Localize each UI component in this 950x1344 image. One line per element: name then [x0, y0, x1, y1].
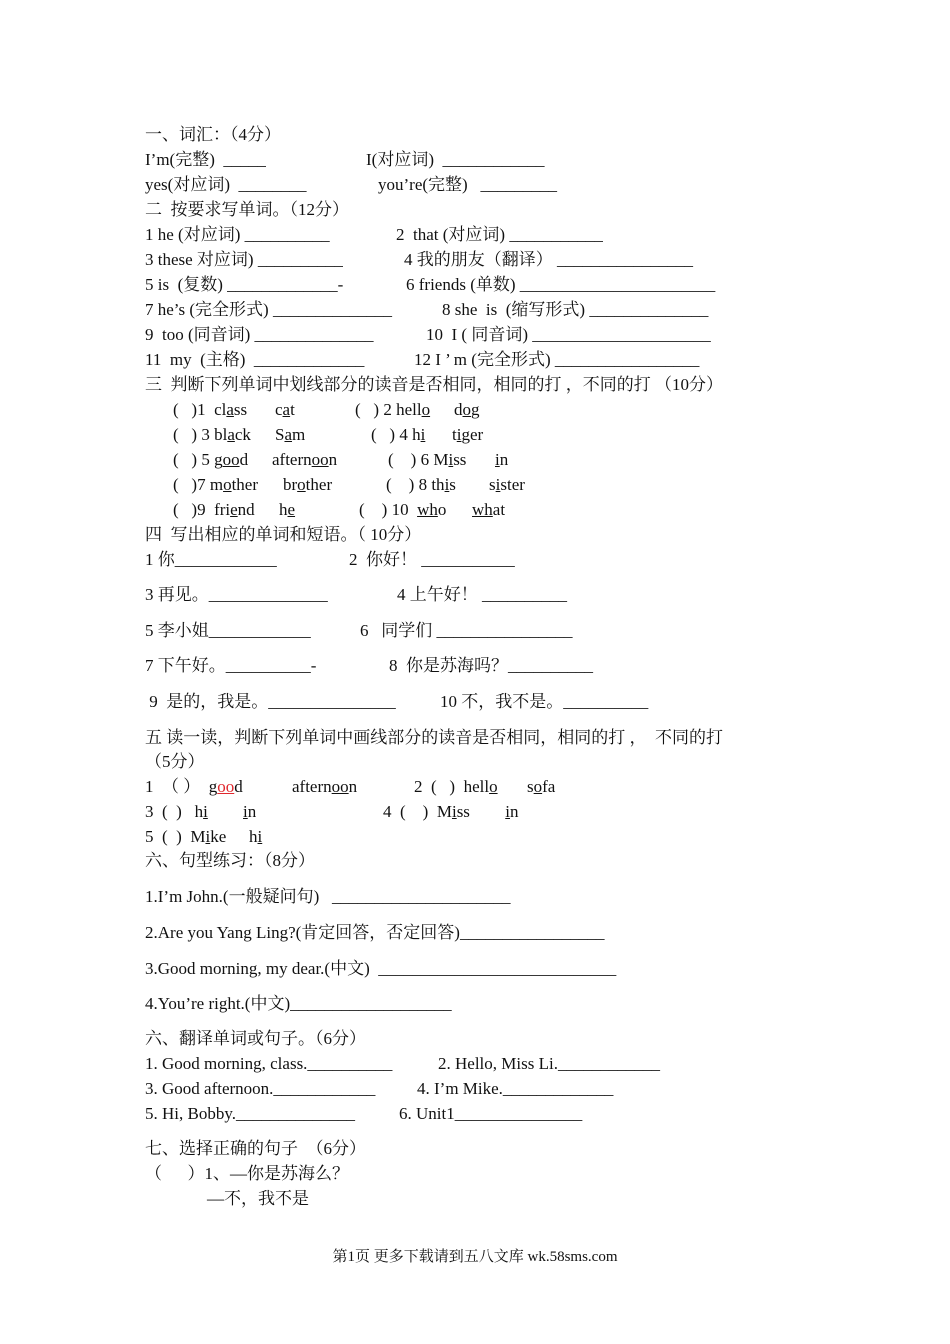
pron-word: brother — [283, 475, 333, 494]
pron-word: afternoon — [272, 450, 338, 469]
translate-item: 6 同学们 ________________ — [360, 621, 573, 640]
word-item: 8 she is (缩写形式) ______________ — [442, 300, 709, 319]
word-item: 9 too (同音词) ______________ — [145, 325, 374, 344]
translate-item: 10 不，我不是。__________ — [440, 692, 649, 711]
vocab-item-3: yes(对应词) ________ — [145, 175, 307, 194]
translate-sentence: 3. Good afternoon.____________ — [145, 1079, 376, 1098]
word-item: 12 I ’ m (完全形式) _________________ — [414, 350, 700, 369]
section-6-heading: 六、句型练习：（8分） — [145, 851, 315, 870]
pron-item: 4 ( ) Miss — [383, 802, 470, 821]
section-2-heading: 二 按要求写单词。（12分） — [145, 200, 349, 219]
pron-word: sister — [489, 475, 525, 494]
pron-item: 3 ( ) hi — [145, 802, 208, 821]
sentence-item: 1.I’m John.(一般疑问句) _____________________ — [145, 887, 511, 906]
pron-item: ( ) 4 hi — [371, 425, 426, 444]
sentence-item: 2.Are you Yang Ling?(肯定回答，否定回答)_________________ — [145, 923, 605, 942]
translate-sentence: 6. Unit1_______________ — [399, 1104, 583, 1123]
translate-sentence: 1. Good morning, class.__________ — [145, 1054, 393, 1073]
sentence-item: 4.You’re right.(中文)___________________ — [145, 994, 452, 1013]
pron-word: tiger — [452, 425, 484, 444]
pron-word: he — [279, 500, 296, 519]
translate-item: 3 再见。______________ — [145, 585, 328, 604]
vocab-item-4: you’re(完整) _________ — [378, 175, 557, 194]
pron-word: in — [243, 802, 257, 821]
pron-item: ( )7 mother — [173, 475, 258, 494]
pron-item: ( ) 2 hello — [355, 400, 431, 419]
translate-sentence: 2. Hello, Miss Li.____________ — [438, 1054, 660, 1073]
pron-item: ( ) 3 black — [173, 425, 251, 444]
translate-item: 7 下午好。__________- — [145, 656, 317, 675]
vocab-item-2: I(对应词) ____________ — [366, 150, 545, 169]
pron-word: dog — [454, 400, 480, 419]
pron-item: ( )1 class — [173, 400, 248, 419]
section-1-heading: 一、词汇：（4分） — [145, 125, 281, 144]
pron-word: sofa — [527, 777, 556, 796]
translate-sentence: 5. Hi, Bobby.______________ — [145, 1104, 355, 1123]
vocab-item-1: I’m(完整) _____ — [145, 150, 266, 169]
section-4-heading: 四 写出相应的单词和短语。（ 10分） — [145, 525, 422, 544]
pron-word: afternoon — [292, 777, 358, 796]
section-8-heading: 七、选择正确的句子 （6分） — [145, 1139, 366, 1158]
pron-item: ( ) 8 this — [386, 475, 456, 494]
pron-item: ( )9 friend — [173, 500, 255, 519]
page-footer: 第1页 更多下载请到五八文库 wk.58sms.com — [332, 1249, 618, 1265]
word-item: 2 that (对应词) ___________ — [396, 225, 603, 244]
pron-word: what — [472, 500, 506, 519]
pron-item: 5 ( ) Mike — [145, 827, 227, 846]
section-3-heading: 三 判断下列单词中划线部分的读音是否相同，相同的打 ，不同的打 （10分） — [145, 375, 723, 394]
translate-item: 5 李小姐____________ — [145, 621, 311, 640]
pron-word: in — [495, 450, 509, 469]
pron-word: Sam — [275, 425, 306, 444]
pron-word: cat — [275, 400, 295, 419]
translate-item: 2 你好！ ___________ — [349, 550, 515, 569]
pron-item: ( ) 5 good — [173, 450, 249, 469]
translate-item: 8 你是苏海吗？__________ — [389, 656, 593, 675]
translate-sentence: 4. I’m Mike._____________ — [417, 1079, 614, 1098]
section-5-heading: 五 读一读，判断下列单词中画线部分的读音是否相同，相同的打 ， 不同的打 — [145, 728, 723, 747]
section-7-heading: 六、翻译单词或句子。（6分） — [145, 1029, 366, 1048]
section-5-score: （5分） — [145, 752, 205, 771]
word-item: 3 these 对应词) __________ — [145, 250, 343, 269]
choice-answer: —不，我不是 — [207, 1189, 309, 1208]
sentence-item: 3.Good morning, my dear.(中文) ____________________________ — [145, 959, 617, 978]
word-item: 10 I ( 同音词) _____________________ — [426, 325, 711, 344]
word-item: 7 he’s (完全形式) ______________ — [145, 300, 392, 319]
translate-item: 9 是的，我是。_______________ — [145, 692, 396, 711]
pron-word: hi — [249, 827, 263, 846]
word-item: 6 friends (单数) _______________________ — [406, 275, 716, 294]
word-item: 4 我的朋友（翻译） ________________ — [404, 250, 693, 269]
word-item: 5 is (复数) _____________- — [145, 275, 344, 294]
pron-item: 2 ( ) hello — [414, 777, 498, 796]
word-item: 1 he (对应词) __________ — [145, 225, 330, 244]
pron-item: ( ) 6 Miss — [388, 450, 467, 469]
word-item: 11 my (主格) _____________ — [145, 350, 365, 369]
choice-question: （ ）1、—你是苏海么？ — [145, 1164, 349, 1183]
translate-item: 4 上午好！ __________ — [397, 585, 567, 604]
pron-word: in — [505, 802, 519, 821]
translate-item: 1 你____________ — [145, 550, 277, 569]
pron-item: ( ) 10 who — [359, 500, 447, 519]
pron-item: 1 （ ） good — [145, 777, 243, 796]
